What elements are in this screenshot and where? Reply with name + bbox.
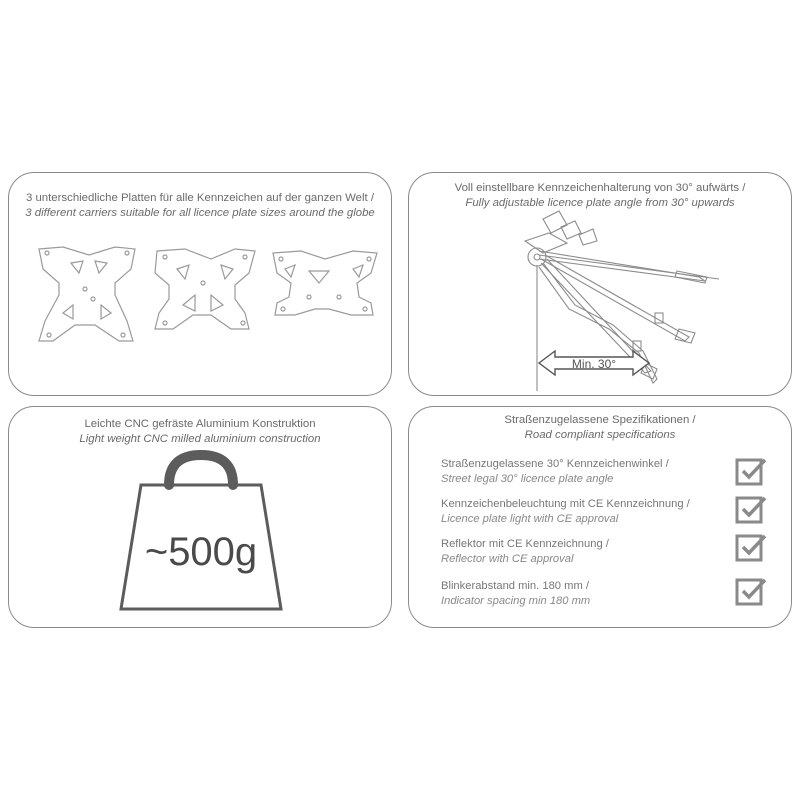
spec-item-1-de: Straßenzugelassene 30° Kennzeichenwinkel /	[441, 458, 669, 470]
angle-arrow-label: Min. 30°	[571, 357, 617, 371]
spec-item-4	[441, 579, 731, 609]
plate-carrier-small-icon	[39, 247, 135, 341]
spec-item-3-de: Reflektor mit CE Kennzeichnung /	[441, 538, 609, 550]
angle-title-en: Fully adjustable licence plate angle from 30° upwards	[465, 197, 735, 209]
weight-label: ~500g	[144, 530, 258, 574]
spec-item-3-en: Reflector with CE approval	[441, 553, 574, 565]
spec-item-1-en: Street legal 30° licence plate angle	[441, 473, 614, 485]
plate-carrier-medium-icon	[155, 249, 255, 329]
spec-item-2	[441, 497, 731, 527]
weight-panel	[8, 406, 392, 628]
checkbox-icon	[734, 575, 768, 609]
plate-carrier-large-icon	[273, 251, 377, 315]
spec-item-4-en: Indicator spacing min 180 mm	[441, 595, 591, 607]
carriers-panel	[8, 172, 392, 396]
weight-handle	[169, 455, 233, 485]
specs-caption	[409, 413, 791, 443]
spec-item-3	[441, 537, 731, 567]
spec-item-2-de: Kennzeichenbeleuchtung mit CE Kennzeichnung /	[441, 498, 690, 510]
weight-title-en: Light weight CNC milled aluminium construction	[79, 433, 321, 445]
carriers-title-en: 3 different carriers suitable for all licence plate sizes around the globe	[25, 207, 375, 219]
checkbox-icon	[734, 455, 768, 489]
spec-item-1	[441, 457, 731, 487]
bracket-angle-icon	[409, 173, 792, 396]
weight-icon	[9, 407, 392, 628]
checkbox-icon	[734, 531, 768, 565]
weight-title-de: Leichte CNC gefräste Aluminium Konstruktion	[84, 418, 316, 430]
angle-title-de: Voll einstellbare Kennzeichenhalterung von 30° aufwärts /	[454, 182, 746, 194]
spec-item-2-en: Licence plate light with CE approval	[441, 513, 619, 525]
plate-carrier-icon	[9, 173, 392, 396]
spec-item-4-de: Blinkerabstand min. 180 mm /	[441, 580, 589, 592]
specs-panel	[408, 406, 792, 628]
specs-title-de: Straßenzugelassene Spezifikationen /	[504, 414, 696, 426]
specs-title-en: Road compliant specifications	[524, 429, 676, 441]
checkbox-icon	[734, 493, 768, 527]
angle-panel	[408, 172, 792, 396]
carriers-title-de: 3 unterschiedliche Platten für alle Kennzeichen auf der ganzen Welt /	[25, 192, 375, 204]
